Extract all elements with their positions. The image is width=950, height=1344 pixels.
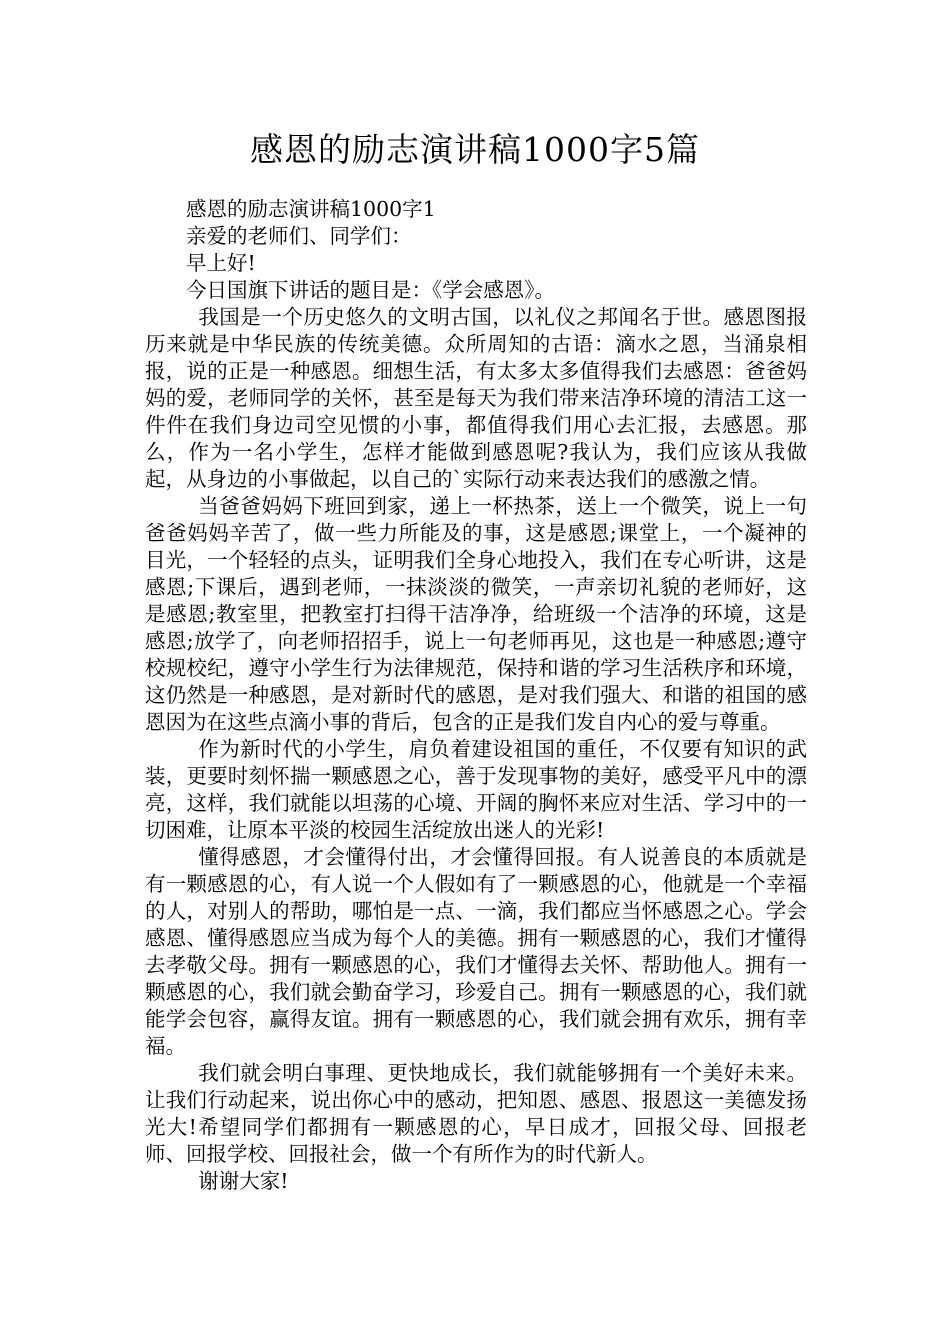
paragraph-greeting: 早上好! — [186, 251, 256, 275]
paragraph-body: 我国是一个历史悠久的文明古国，以礼仪之邦闻名于世。感恩图报历来就是中华民族的传统美德。众所周知的古语：滴水之恩，当涌泉相报，说的正是一种感恩。细想生活，有太多太多值得我们去感恩：爸爸妈妈的爱，老师同学的关怀，甚至是每天为我们带来洁净环境的清洁工这一件件在我们身边司空见惯的小事，都值得我们用心去汇报，去感恩。那么，作为一名小学生，怎样才能做到感恩呢?我认为，我们应该从我做起，从身边的小事做起，以自己的`实际行动来表达我们的感激之情。 — [145, 305, 807, 491]
paragraph-body: 懂得感恩，才会懂得付出，才会懂得回报。有人说善良的本质就是有一颗感恩的心，有人说一个人假如有了一颗感恩的心，他就是一个幸福的人，对别人的帮助，哪怕是一点、一滴，我们都应当怀感恩之心。学会感恩、懂得感恩应当成为每个人的美德。拥有一颗感恩的心，我们才懂得去孝敬父母。拥有一颗感恩的心，我们才懂得去关怀、帮助他人。拥有一颗感恩的心，我们就会勤奋学习，珍爱自己。拥有一颗感恩的心，我们就能学会包容，赢得友谊。拥有一颗感恩的心，我们就会拥有欢乐，拥有幸福。 — [145, 845, 807, 1058]
paragraph-body: 作为新时代的小学生，肩负着建设祖国的重任，不仅要有知识的武装，更要时刻怀揣一颗感恩之心，善于发现事物的美好，感受平凡中的漂亮，这样，我们就能以坦荡的心境、开阔的胸怀来应对生活、学习中的一切困难，让原本平淡的校园生活绽放出迷人的光彩! — [145, 737, 807, 842]
paragraph-closing: 谢谢大家! — [198, 1169, 289, 1193]
paragraph-body: 我们就会明白事理、更快地成长，我们就能够拥有一个美好未来。让我们行动起来，说出你心中的感动，把知恩、感恩、报恩这一美德发扬光大!希望同学们都拥有一颗感恩的心，早日成才，回报父母、回报老师、回报学校、回报社会，做一个有所作为的时代新人。 — [145, 1061, 807, 1166]
paragraph-topic: 今日国旗下讲话的题目是：《学会感恩》。 — [186, 278, 555, 302]
paragraph-subtitle: 感恩的励志演讲稿1000字1 — [186, 197, 436, 221]
document-body — [145, 196, 807, 1195]
paragraph-salutation: 亲爱的老师们、同学们： — [186, 224, 412, 248]
paragraph-body: 当爸爸妈妈下班回到家，递上一杯热茶，送上一个微笑，说上一句爸爸妈妈辛苦了，做一些力所能及的事，这是感恩;课堂上，一个凝神的目光，一个轻轻的点头，证明我们全身心地投入，我们在专心听讲，这是感恩;下课后，遇到老师，一抹淡淡的微笑，一声亲切礼貌的老师好，这是感恩;教室里，把教室打扫得干洁净净，给班级一个洁净的环境，这是感恩;放学了，向老师招招手，说上一句老师再见，这也是一种感恩;遵守校规校纪，遵守小学生行为法律规范，保持和谐的学习生活秩序和环境，这仍然是一种感恩，是对新时代的感恩，是对我们强大、和谐的祖国的感恩因为在这些点滴小事的背后，包含的正是我们发自内心的爱与尊重。 — [145, 494, 807, 734]
document-title: 感恩的励志演讲稿1000字5篇 — [250, 130, 700, 169]
